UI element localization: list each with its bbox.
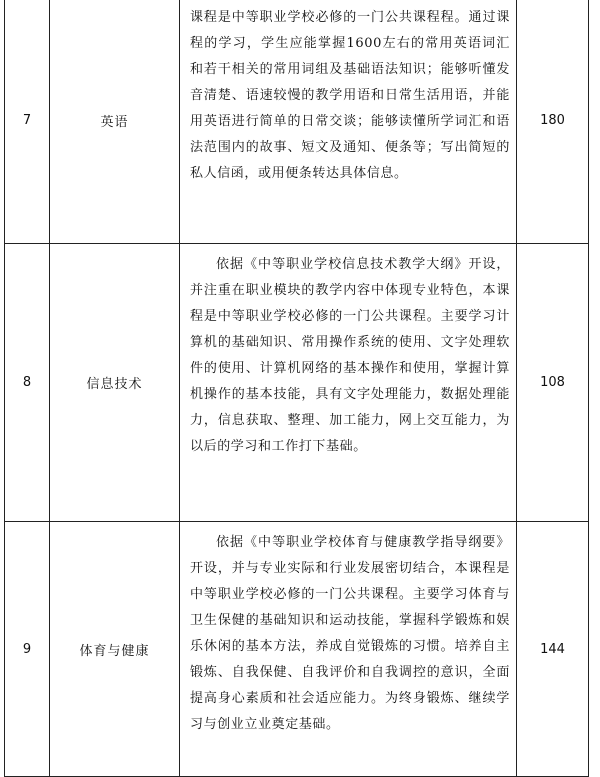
course-hours: 108	[517, 244, 589, 522]
course-description	[180, 522, 517, 777]
table-row	[5, 522, 589, 777]
course-name: 体育与健康	[50, 522, 180, 777]
course-description-text: 课程是中等职业学校必修的一门公共课程程。通过课程的学习，学生应能掌握1600左右的常用英语词汇和若干相关的常用词组及基础语法知识；能够听懂发音清楚、语速较慢的教学用语和日常生活用语，并能用英语进行简单的日常交谈；能够读懂所学词汇和语法范围内的故事、短文及通知、便条等；写出简短的私人信函，或用便条转达具体信息。	[190, 10, 510, 181]
course-table-page	[4, 0, 588, 777]
course-description	[180, 244, 517, 522]
course-hours: 144	[517, 522, 589, 777]
course-name: 英语	[50, 0, 180, 244]
row-number: 9	[5, 522, 50, 777]
row-number: 7	[5, 0, 50, 244]
course-description	[180, 0, 517, 244]
course-description-text: 依据《中等职业学校信息技术教学大纲》开设，并注重在职业模块的教学内容中体现专业特色，本课程是中等职业学校必修的一门公共课程。主要学习计算机的基础知识、常用操作系统的使用、文字处理软件的使用、计算机网络的基本操作和使用，掌握计算机操作的基本技能，具有文字处理能力，数据处理能力，信息获取、整理、加工能力，网上交互能力，为以后的学习和工作打下基础。	[190, 257, 510, 454]
course-description-text: 依据《中等职业学校体育与健康教学指导纲要》开设，并与专业实际和行业发展密切结合，本课程是中等职业学校必修的一门公共课程。主要学习体育与卫生保健的基础知识和运动技能，掌握科学锻炼和娱乐休闲的基本方法，养成自觉锻炼的习惯。培养自主锻炼、自我保健、自我评价和自我调控的意识，全面提高身心素质和社会适应能力。为终身锻炼、继续学习与创业立业奠定基础。	[190, 535, 510, 732]
row-number: 8	[5, 244, 50, 522]
table-row	[5, 244, 589, 522]
course-hours: 180	[517, 0, 589, 244]
course-table	[4, 0, 589, 777]
table-row	[5, 0, 589, 244]
course-name: 信息技术	[50, 244, 180, 522]
